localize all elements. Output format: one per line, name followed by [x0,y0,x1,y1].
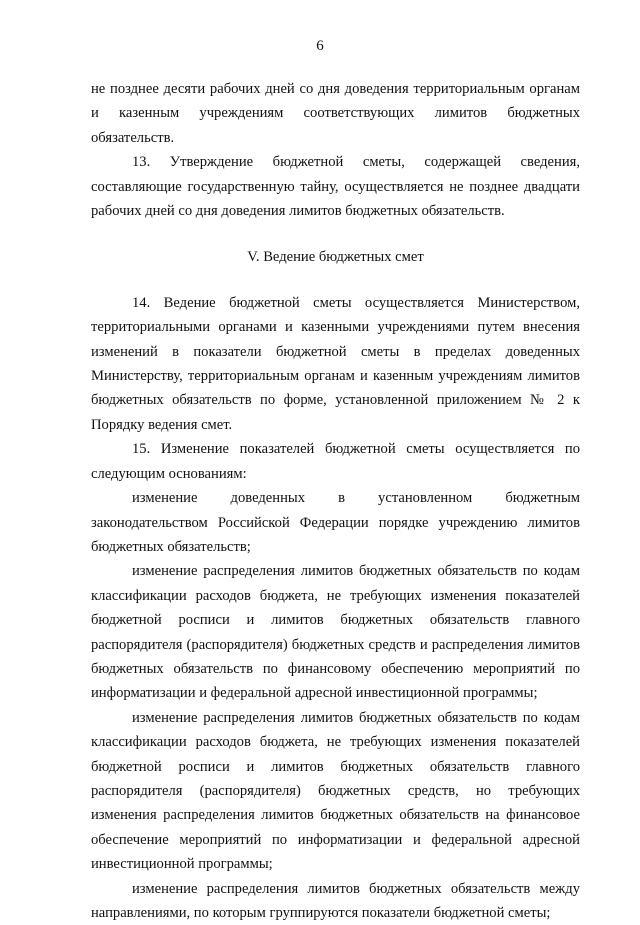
paragraph-15: 15. Изменение показателей бюджетной сметы осуществляется по следующим основаниям: [91,441,580,482]
list-item-basis-3: изменение распределения лимитов бюджетных обязательств по кодам классификации расходов бюджета, не требующих изменения показателей бюджетной росписи и лимитов бюджетных обязательств главного распорядителя (распорядителя) бюджетных средств, но требующих изменения распределения лимитов бюджетных обязательств на финансовое обеспечение мероприятий по информатизации и федеральной адресной инвестиционной программы; [91,709,580,873]
paragraph-14: 14. Ведение бюджетной сметы осуществляется Министерством, территориальными органами и казенными учреждениями путем внесения изменений в показатели бюджетной сметы в пределах доведенных Министерству, территориальным органам и казенным учреждениям лимитов бюджетных обязательств по форме, установленной приложением № 2 к Порядку ведения смет. [91,294,580,433]
section-heading: V. Ведение бюджетных смет [247,249,424,266]
document-body [91,77,580,925]
list-item-basis-4: изменение распределения лимитов бюджетных обязательств между направлениями, по которым группируются показатели бюджетной сметы; [91,880,580,921]
list-item-basis-2: изменение распределения лимитов бюджетных обязательств по кодам классификации расходов бюджета, не требующих изменения показателей бюджетной росписи и лимитов бюджетных обязательств главного распорядителя (распорядителя) бюджетных средств и распределения лимитов бюджетных обязательств по финансовому обеспечению мероприятий по информатизации и федеральной адресной инвестиционной программы; [91,563,580,702]
page-number: 6 [316,38,324,54]
paragraph-continuation: не позднее десяти рабочих дней со дня доведения территориальным органам и казенным учреждениям соответствующих лимитов бюджетных обязательств. [91,81,580,146]
list-item-basis-1: изменение доведенных в установленном бюджетным законодательством Российской Федерации порядке учреждению лимитов бюджетных обязательств; [91,490,580,555]
paragraph-13: 13. Утверждение бюджетной сметы, содержащей сведения, составляющие государственную тайну, осуществляется не позднее двадцати рабочих дней со дня доведения лимитов бюджетных обязательств. [91,154,580,220]
